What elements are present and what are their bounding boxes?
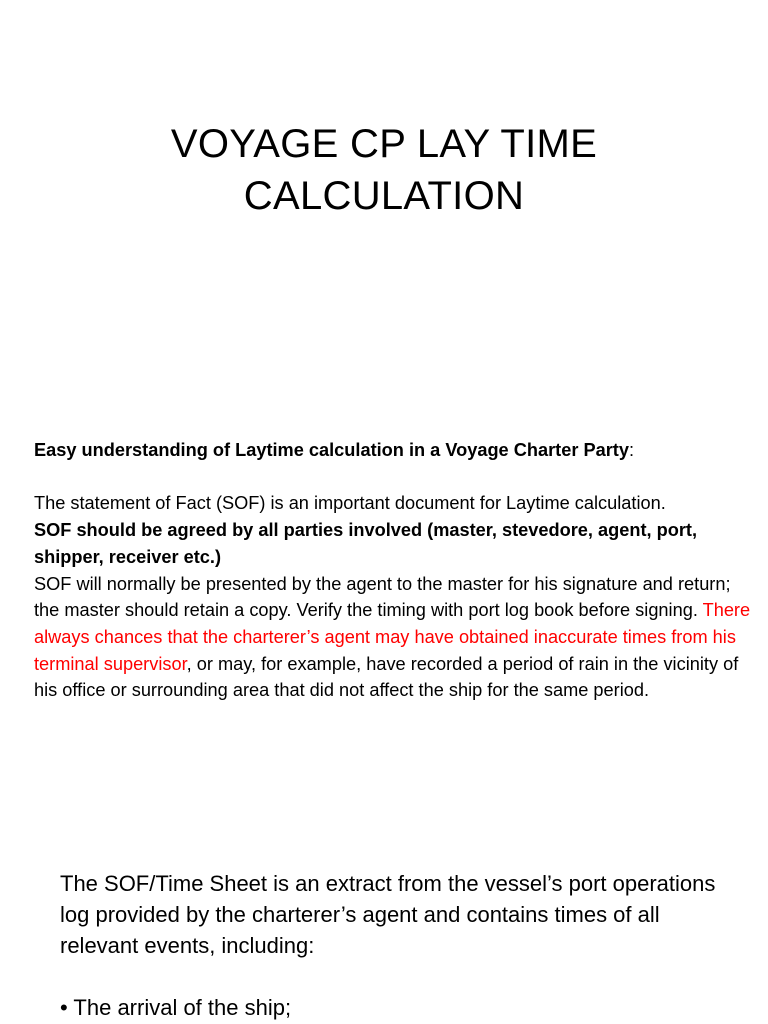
paragraph-gap xyxy=(60,961,740,992)
continuation-text: , or may, for example, have recorded a period of rain in the vicinity of his office or surrounding area that did not affect the ship for the same period. xyxy=(34,653,739,701)
statement-text: The statement of Fact (SOF) is an important document for Laytime calculation. xyxy=(34,493,666,514)
title-line-2: CALCULATION xyxy=(243,174,525,218)
warning-red-text: There always chances that the charterer’s agent may have obtained inaccurate times from his terminal supervisor xyxy=(34,600,751,674)
heading-paragraph xyxy=(34,437,754,464)
heading-suffix: : xyxy=(628,440,635,460)
title-line-1: VOYAGE CP LAY TIME xyxy=(170,122,598,166)
slide-2-text xyxy=(60,868,740,1023)
heading-bold-text: Easy understanding of Laytime calculation in a Voyage Charter Party xyxy=(34,440,629,460)
body-text xyxy=(34,437,754,704)
slide-title xyxy=(110,118,658,222)
bullet-item: • The arrival of the ship; xyxy=(60,995,292,1020)
paragraph-gap xyxy=(34,464,754,491)
presented-text: SOF will normally be presented by the agent to the master for his signature and return; the master should retain a copy. Verify the timing with port log book before signing. xyxy=(34,573,731,621)
agreed-bold-text: SOF should be agreed by all parties involved (master, stevedore, agent, port, shipper, receiver etc.) xyxy=(34,520,698,567)
sof-timesheet-intro: The SOF/Time Sheet is an extract from the vessel’s port operations log provided by the charterer’s agent and contains times of all relevant events, including: xyxy=(60,871,716,958)
sof-paragraph xyxy=(34,490,754,704)
